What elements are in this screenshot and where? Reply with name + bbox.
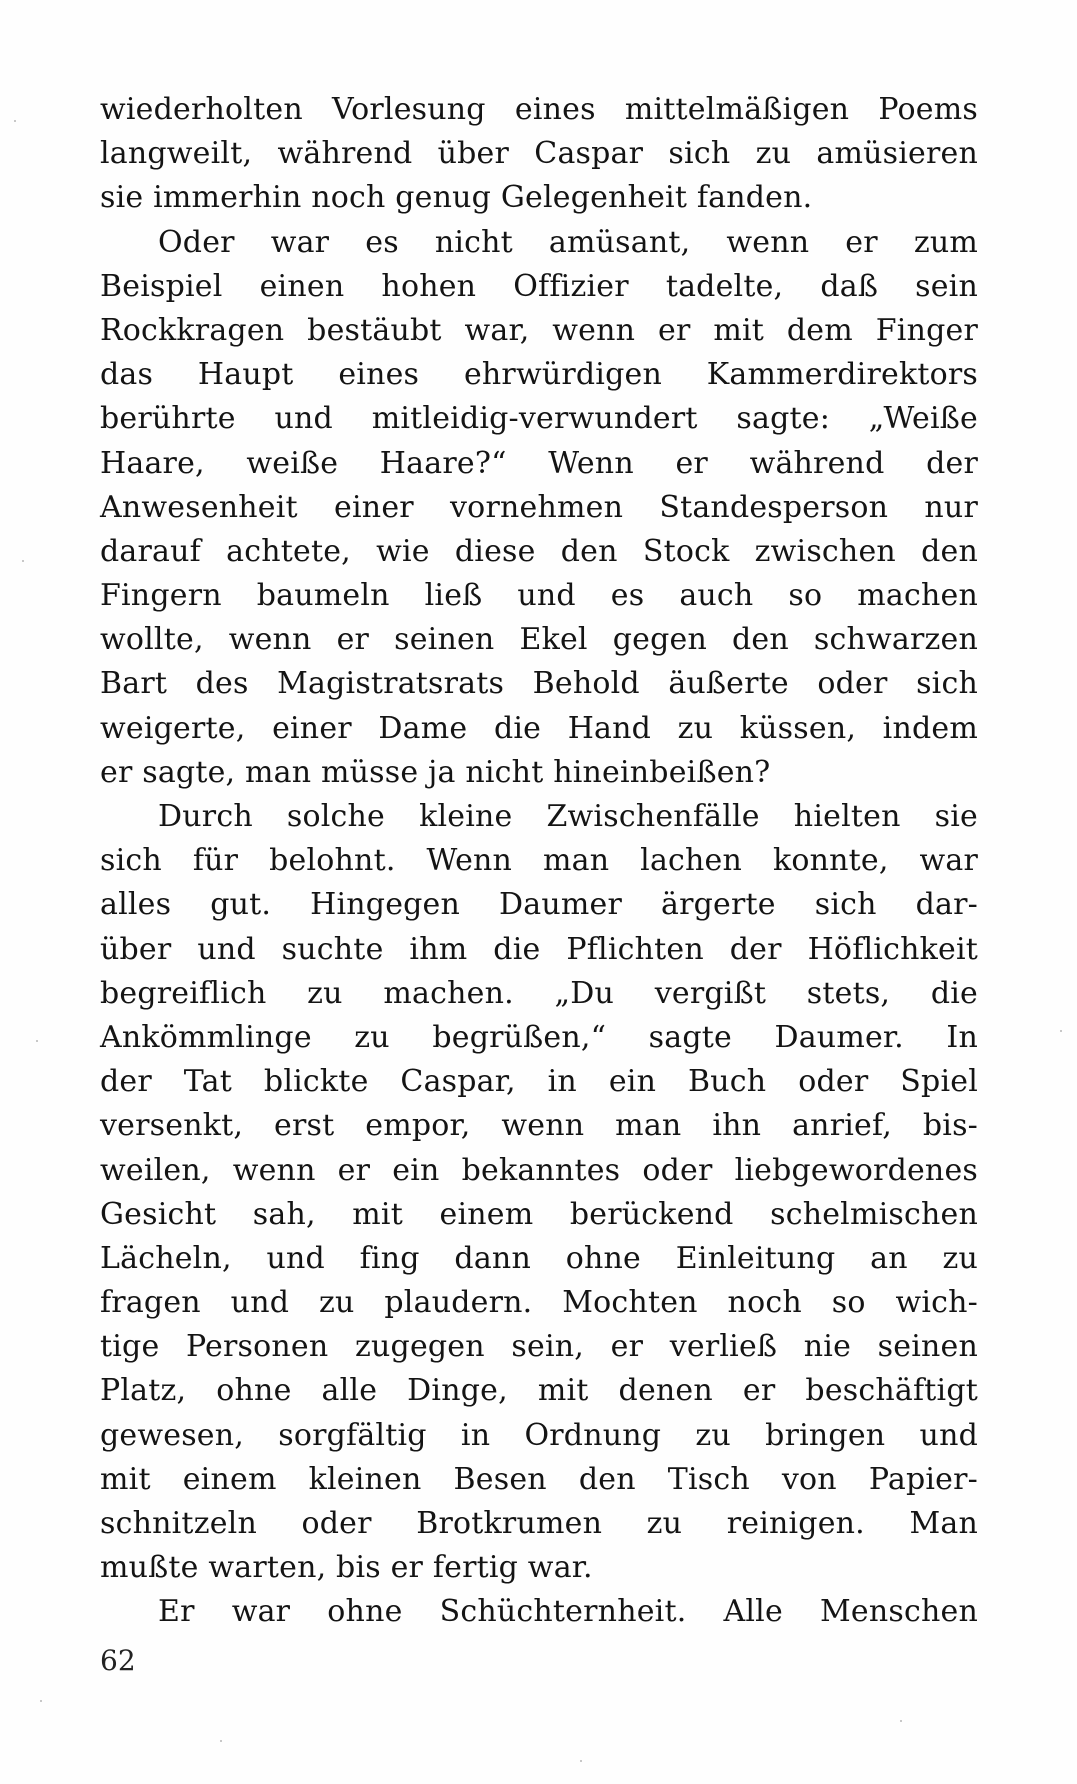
text-line: Ankömmlinge zu begrüßen,“ sagte Daumer. In — [100, 1019, 978, 1055]
text-line: begreiflich zu machen. „Du vergißt stets, die — [100, 975, 978, 1011]
scan-speck — [14, 120, 16, 122]
text-line: mußte warten, bis er fertig war. — [100, 1550, 593, 1586]
text-line: der Tat blickte Caspar, in ein Buch oder Spiel — [100, 1064, 978, 1100]
text-line: mit einem kleinen Besen den Tisch von Papier- — [100, 1461, 978, 1497]
text-line: Er war ohne Schüchternheit. Alle Menschen — [158, 1594, 978, 1630]
scan-speck — [40, 1700, 42, 1702]
text-line: Lächeln, und fing dann ohne Einleitung an zu — [100, 1240, 978, 1276]
text-line: schnitzeln oder Brotkrumen zu reinigen. Man — [100, 1506, 978, 1541]
text-line: wollte, wenn er seinen Ekel gegen den schwarzen — [100, 622, 978, 658]
text-line: sich für belohnt. Wenn man lachen konnte, war — [100, 843, 978, 879]
scan-speck — [22, 560, 24, 562]
text-line: Rockkragen bestäubt war, wenn er mit dem Finger — [100, 312, 978, 348]
text-line: Anwesenheit einer vornehmen Standesperson nur — [100, 489, 978, 525]
text-line: Haare, weiße Haare?“ Wenn er während der — [100, 445, 978, 481]
text-line: wiederholten Vorlesung eines mittelmäßigen Poems — [100, 92, 978, 127]
text-line: fragen und zu plaudern. Mochten noch so wich- — [100, 1285, 978, 1321]
text-line: Bart des Magistratsrats Behold äußerte oder sich — [100, 666, 978, 702]
text-line: Beispiel einen hohen Offizier tadelte, daß sein — [100, 268, 978, 304]
scan-speck — [900, 1720, 902, 1722]
scan-speck — [1060, 1030, 1062, 1032]
text-line: versenkt, erst empor, wenn man ihn anrief, bis- — [100, 1108, 978, 1144]
scan-speck — [580, 1760, 582, 1762]
text-line: tige Personen zugegen sein, er verließ nie seinen — [100, 1329, 978, 1365]
text-line: über und suchte ihm die Pflichten der Höflichkeit — [100, 931, 978, 967]
text-line: das Haupt eines ehrwürdigen Kammerdirektors — [100, 357, 978, 393]
text-line: berührte und mitleidig-verwundert sagte: „Weiße — [100, 401, 978, 437]
text-line: Gesicht sah, mit einem berückend schelmischen — [100, 1196, 978, 1232]
text-line: Oder war es nicht amüsant, wenn er zum — [158, 224, 978, 260]
scan-speck — [220, 1740, 222, 1742]
text-line: Fingern baumeln ließ und es auch so machen — [100, 578, 978, 614]
text-line: Platz, ohne alle Dinge, mit denen er beschäftigt — [100, 1373, 978, 1409]
scan-speck — [36, 1040, 38, 1042]
text-line: weilen, wenn er ein bekanntes oder liebgewordenes — [100, 1152, 978, 1188]
text-line: weigerte, einer Dame die Hand zu küssen, indem — [100, 710, 978, 746]
text-line: gewesen, sorgfältig in Ordnung zu bringen und — [100, 1417, 978, 1453]
page-number: 62 — [100, 1644, 136, 1677]
text-line: alles gut. Hingegen Daumer ärgerte sich dar- — [100, 887, 978, 923]
body-text — [100, 88, 978, 1635]
text-line: darauf achtete, wie diese den Stock zwischen den — [100, 533, 978, 569]
text-line: sie immerhin noch genug Gelegenheit fanden. — [100, 180, 813, 216]
text-line: Durch solche kleine Zwischenfälle hielten sie — [158, 799, 978, 834]
text-line: langweilt, während über Caspar sich zu amüsieren — [100, 136, 978, 172]
text-line: er sagte, man müsse ja nicht hineinbeißen? — [100, 754, 771, 790]
